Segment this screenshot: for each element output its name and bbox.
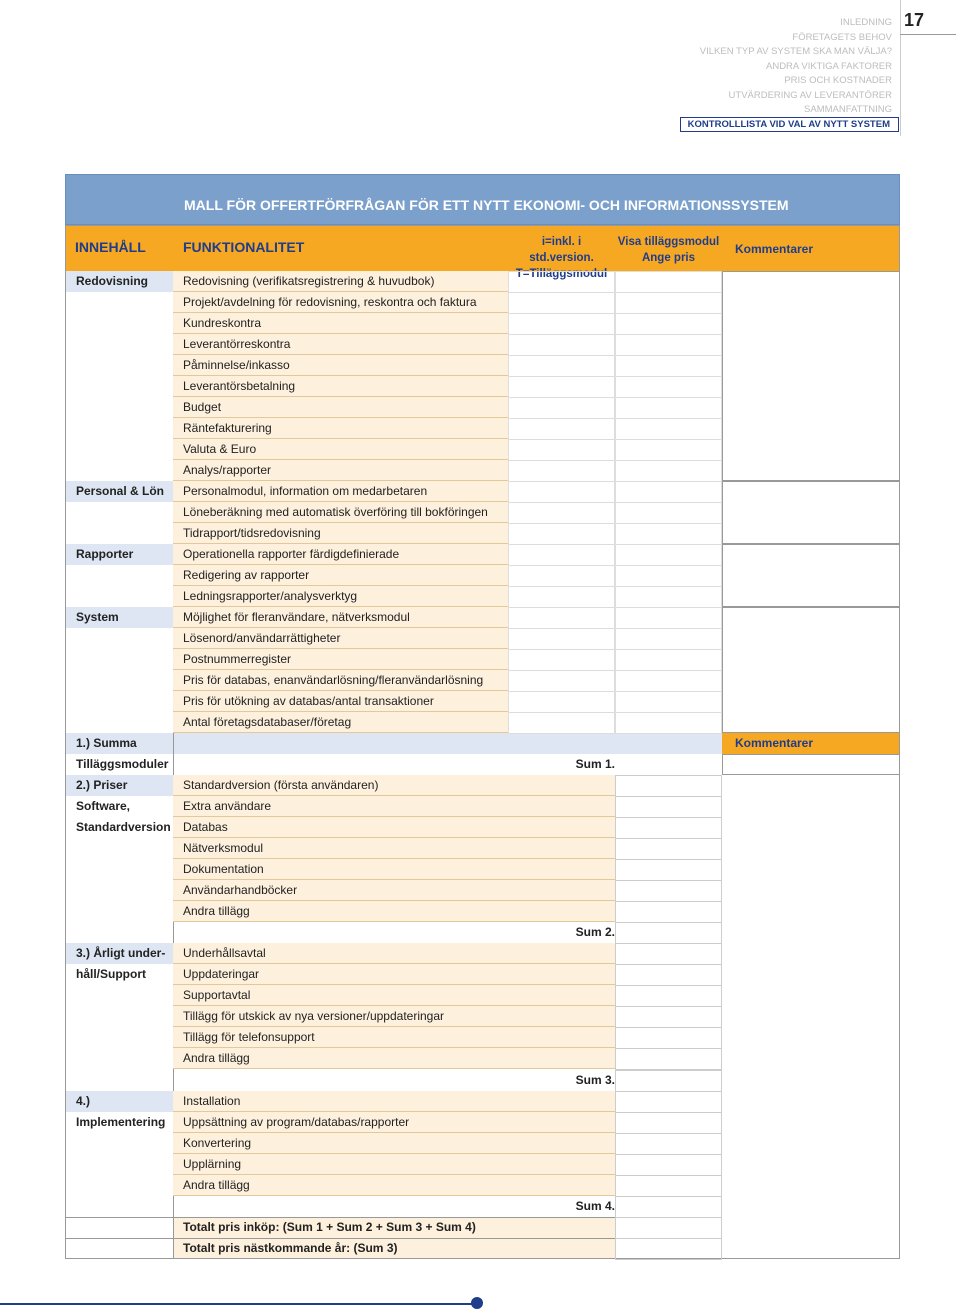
sum-cell[interactable] — [615, 1006, 722, 1028]
input-cell[interactable] — [615, 418, 722, 440]
section-personal: Personal & Lön — [76, 484, 165, 498]
input-cell[interactable] — [615, 607, 722, 629]
table-row-label: Analys/rapporter — [183, 463, 272, 477]
sum-cell[interactable] — [615, 1112, 722, 1134]
input-cell[interactable] — [508, 691, 615, 713]
nav-item[interactable]: UTVÄRDERING AV LEVERANTÖRER — [728, 89, 892, 101]
header-incl-line2: T=Tilläggsmodul — [515, 268, 608, 280]
input-cell[interactable] — [615, 313, 722, 335]
table-row-label: Tillägg för telefonsupport — [183, 1030, 315, 1044]
page-number: 17 — [904, 10, 925, 30]
table-row-label: Valuta & Euro — [183, 442, 257, 456]
table-row-label: Antal företagsdatabaser/företag — [183, 715, 352, 729]
section-arligt-line2: håll/Support — [76, 967, 146, 981]
section-impl-line2: Implementering — [76, 1115, 166, 1129]
section-impl-line1: 4.) — [76, 1094, 91, 1108]
input-cell[interactable] — [508, 355, 615, 377]
sum-cell[interactable] — [615, 922, 722, 944]
table-row-label: Lösenord/användarrättigheter — [183, 631, 341, 645]
table-row-label: Användarhandböcker — [183, 883, 298, 897]
sum-cell[interactable] — [615, 1027, 722, 1049]
nav-item[interactable]: INLEDNING — [840, 17, 892, 28]
header-price — [615, 225, 722, 271]
table-row-label: Personalmodul, information om medarbetaren — [183, 484, 428, 498]
sum-cell[interactable] — [615, 859, 722, 881]
input-cell[interactable] — [508, 628, 615, 650]
table-row-label: Installation — [183, 1094, 241, 1108]
input-cell[interactable] — [615, 481, 722, 503]
sum-cell[interactable] — [615, 1048, 722, 1070]
input-cell[interactable] — [508, 292, 615, 314]
input-cell[interactable] — [615, 565, 722, 587]
sum-cell[interactable] — [615, 796, 722, 818]
table-row-label: Databas — [183, 820, 228, 834]
sum-cell[interactable] — [615, 1238, 722, 1260]
section-priser-line1: 2.) Priser — [76, 778, 128, 792]
table-row-label: Möjlighet för fleranvändare, nätverksmodul — [183, 610, 410, 624]
header-incl-line1: i=inkl. i std.version. — [529, 236, 594, 264]
table-row-label: Pris för utökning av databas/antal transaktioner — [183, 694, 434, 708]
header-price-line2: Ange pris — [641, 252, 696, 264]
input-cell[interactable] — [615, 670, 722, 692]
table-row-label: Projekt/avdelning för redovisning, reskontra och faktura — [183, 295, 477, 309]
sum-cell[interactable] — [615, 901, 722, 923]
header-incl — [508, 225, 615, 280]
input-cell[interactable] — [508, 649, 615, 671]
chapter-nav — [680, 16, 892, 130]
table-title: MALL FÖR OFFERTFÖRFRÅGAN FÖR ETT NYTT EKONOMI- OCH INFORMATIONSSYSTEM — [65, 174, 900, 225]
footer-rule — [0, 1303, 480, 1305]
table-row-label: Pris för databas, enanvändarlösning/fleranvändarlösning — [183, 673, 484, 687]
input-cell[interactable] — [508, 460, 615, 482]
input-cell[interactable] — [615, 355, 722, 377]
total-purchase: Totalt pris inköp: (Sum 1 + Sum 2 + Sum 3 + Sum 4) — [183, 1220, 476, 1234]
summa-band-1 — [65, 733, 722, 754]
sum-cell[interactable] — [615, 1217, 722, 1239]
comment-box[interactable] — [722, 481, 900, 544]
table-row-label: Upplärning — [183, 1157, 242, 1171]
section-summa-line1: 1.) Summa — [76, 736, 137, 750]
comment-box[interactable] — [722, 271, 900, 481]
section-summa-line2: Tilläggsmoduler — [76, 757, 169, 771]
input-cell[interactable] — [615, 712, 722, 734]
table-row-label: Andra tillägg — [183, 1051, 250, 1065]
divider-totals-2 — [65, 1238, 615, 1239]
input-cell[interactable] — [508, 439, 615, 461]
footer-dot — [471, 1297, 483, 1309]
header-content — [65, 225, 173, 271]
table-row-label: Tillägg för utskick av nya versioner/uppdateringar — [183, 1009, 445, 1023]
table-row-label: Löneberäkning med automatisk överföring till bokföringen — [183, 505, 488, 519]
input-cell[interactable] — [508, 544, 615, 566]
sum-cell[interactable] — [615, 1091, 722, 1113]
input-cell[interactable] — [615, 628, 722, 650]
input-cell[interactable] — [615, 649, 722, 671]
comment-box[interactable] — [722, 544, 900, 607]
table-row-label: Andra tillägg — [183, 1178, 250, 1192]
row-bg — [173, 817, 615, 838]
input-cell[interactable] — [615, 271, 722, 293]
header-comments — [722, 225, 900, 271]
total-next-year: Totalt pris nästkommande år: (Sum 3) — [183, 1241, 398, 1255]
input-cell[interactable] — [508, 271, 615, 293]
comments2-label: Kommentarer — [735, 736, 814, 750]
table-row-label: Leverantörreskontra — [183, 337, 291, 351]
nav-item[interactable]: ANDRA VIKTIGA FAKTORER — [766, 60, 892, 72]
input-cell[interactable] — [615, 334, 722, 356]
table-row-label: Uppsättning av program/databas/rapporter — [183, 1115, 410, 1129]
input-cell[interactable] — [508, 712, 615, 734]
input-cell[interactable] — [615, 460, 722, 482]
table-row-label: Ledningsrapporter/analysverktyg — [183, 589, 358, 603]
header-price-line1: Visa tilläggsmodul — [617, 236, 720, 248]
input-cell[interactable] — [508, 334, 615, 356]
table-row-label: Räntefakturering — [183, 421, 272, 435]
sum-cell[interactable] — [615, 880, 722, 902]
sum-cell[interactable] — [615, 1196, 722, 1218]
input-cell[interactable] — [615, 376, 722, 398]
table-row-label: Postnummerregister — [183, 652, 292, 666]
input-cell[interactable] — [508, 523, 615, 545]
section-redovisning: Redovisning — [76, 274, 149, 288]
sum-1: Sum 1. — [575, 757, 615, 771]
sum-cell[interactable] — [615, 1133, 722, 1155]
input-cell[interactable] — [508, 607, 615, 629]
table-row-label: Leverantörsbetalning — [183, 379, 296, 393]
row-bg — [173, 397, 508, 418]
sum-cell[interactable] — [615, 775, 722, 797]
section-priser-line3: Standardversion — [76, 820, 171, 834]
table-row-label: Nätverksmodul — [183, 841, 264, 855]
input-cell[interactable] — [615, 397, 722, 419]
input-cell[interactable] — [615, 292, 722, 314]
sum-3: Sum 3. — [575, 1073, 615, 1087]
table-row-label: Extra användare — [183, 799, 272, 813]
input-cell[interactable] — [508, 313, 615, 335]
section-priser-line2: Software, — [76, 799, 131, 813]
header-func — [173, 225, 508, 271]
table-row-label: Dokumentation — [183, 862, 264, 876]
comment-box[interactable] — [722, 754, 900, 775]
table-row-label: Redigering av rapporter — [183, 568, 310, 582]
sum-cell[interactable] — [615, 817, 722, 839]
table-row-label: Kundreskontra — [183, 316, 262, 330]
table-row-label: Standardversion (första användaren) — [183, 778, 379, 792]
input-cell[interactable] — [615, 544, 722, 566]
nav-item[interactable]: FÖRETAGETS BEHOV — [792, 31, 892, 43]
input-cell[interactable] — [508, 565, 615, 587]
sum-cell[interactable] — [615, 943, 722, 965]
nav-item[interactable]: PRIS OCH KOSTNADER — [784, 75, 892, 86]
table-row-label: Supportavtal — [183, 988, 251, 1002]
input-cell[interactable] — [615, 523, 722, 545]
input-cell[interactable] — [615, 586, 722, 608]
input-cell[interactable] — [508, 502, 615, 524]
input-cell[interactable] — [508, 481, 615, 503]
table-row-label: Tidrapport/tidsredovisning — [183, 526, 321, 540]
table-row-label: Budget — [183, 400, 222, 414]
nav-item[interactable]: SAMMANFATTNING — [804, 104, 892, 115]
section-rapporter: Rapporter — [76, 547, 134, 561]
page-number-rule — [900, 34, 956, 35]
table-row-label: Andra tillägg — [183, 904, 250, 918]
input-cell[interactable] — [508, 670, 615, 692]
input-cell[interactable] — [508, 586, 615, 608]
table-row-label: Underhållsavtal — [183, 946, 266, 960]
header-content-label: INNEHÅLL — [75, 239, 146, 255]
margin-rule — [900, 0, 901, 136]
section-system: System — [76, 610, 119, 624]
sum-cell[interactable] — [615, 1070, 722, 1092]
sum-cell[interactable] — [615, 985, 722, 1007]
input-cell[interactable] — [508, 397, 615, 419]
nav-item[interactable]: VILKEN TYP AV SYSTEM SKA MAN VÄLJA? — [699, 46, 892, 57]
table-row-label: Redovisning (verifikatsregistrering & huvudbok) — [183, 274, 435, 288]
input-cell[interactable] — [615, 439, 722, 461]
input-cell[interactable] — [508, 418, 615, 440]
comment-box[interactable] — [722, 607, 900, 733]
header-comments-label: Kommentarer — [735, 242, 814, 256]
sum-cell[interactable] — [615, 1175, 722, 1197]
table-row-label: Påminnelse/inkasso — [183, 358, 290, 372]
input-cell[interactable] — [508, 376, 615, 398]
table-row-label: Uppdateringar — [183, 967, 260, 981]
header-func-label: FUNKTIONALITET — [183, 239, 305, 255]
input-cell[interactable] — [615, 691, 722, 713]
section-arligt-line1: 3.) Årligt under- — [76, 946, 166, 960]
sum-cell[interactable] — [615, 1154, 722, 1176]
table-row-label: Operationella rapporter färdigdefinierade — [183, 547, 400, 561]
sum-4: Sum 4. — [575, 1199, 615, 1213]
sum-cell[interactable] — [615, 838, 722, 860]
nav-item-active[interactable]: KONTROLLLISTA VID VAL AV NYTT SYSTEM — [680, 117, 899, 132]
input-cell[interactable] — [615, 502, 722, 524]
sum-2: Sum 2. — [575, 925, 615, 939]
divider-totals — [65, 1217, 615, 1218]
table-row-label: Konvertering — [183, 1136, 252, 1150]
offer-template-table — [65, 174, 900, 1259]
sum-cell[interactable] — [615, 964, 722, 986]
